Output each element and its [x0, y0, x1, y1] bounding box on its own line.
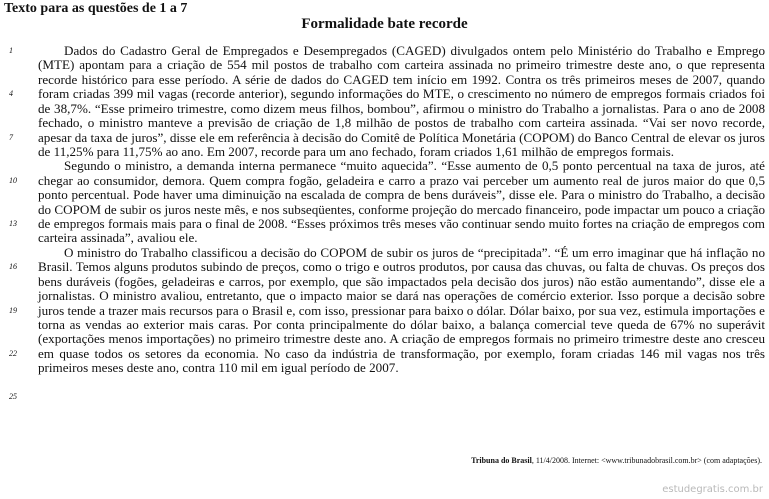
line-number: 19 — [9, 305, 17, 315]
line-number: 25 — [9, 392, 17, 402]
article-body — [38, 44, 765, 376]
line-number: 10 — [9, 175, 17, 185]
line-number: 1 — [9, 46, 13, 55]
paragraph: Segundo o ministro, a demanda interna permanece “muito aquecida”. “Esse aumento de 0,5 ponto percentual na taxa de juros, até chegar ao consumidor, demora. Quem compra fogão, geladeira e carro a prazo vai perceber um aumento real de juros maior do que 0,5 ponto percentual. Pode haver uma diminuição na escalada de compra de bens duráveis”, disse ele. Para o ministro do Trabalho, a decisão do COPOM de subir os juros neste mês, e nos subseqüentes, conforme projeção do mercado financeiro, pode impactar um pouco a criação de empregos formais mais para o final de 2008. “Esses próximos três meses vão continuar sendo muito fortes na criação de empregos com carteira assinada”, avaliou ele. — [38, 158, 765, 246]
watermark: estudegratis.com.br — [662, 484, 763, 495]
paragraph: O ministro do Trabalho classificou a decisão do COPOM de subir os juros de “precipitada”. “É um erro imaginar que há inflação no Brasil. Temos alguns produtos subindo de preços, como o trigo e outros produtos, por causa das chuvas, ou falta de chuvas. Os preços dos bens duráveis (fogões, geladeiras e carros, por exemplo, que são impactados pela decisão dos juros) não estão aumentando”, disse ele a jornalistas. O ministro avaliou, entretanto, que o impacto maior se dará nas operações de comércio exterior. Isso porque a decisão sobre juros tende a trazer mais recursos para o Brasil e, com isso, pressionar para baixo o dólar. Dólar baixo, por sua vez, estimula importações e torna as vendas ao exterior mais caras. Por conta principalmente do dólar baixo, a balança comercial teve queda de 67% no superávit (exportações menos importações) no primeiro trimestre deste ano. A criação de empregos formais no primeiro trimestre deste ano cresceu em quase todos os setores da economia. No caso da indústria de transformação, por exemplo, foram criadas 146 mil vagas nos três primeiros meses deste ano, contra 110 mil em igual período de 2007. — [38, 244, 765, 376]
line-number: 16 — [9, 262, 17, 272]
line-number: 4 — [9, 89, 13, 99]
line-number: 7 — [9, 132, 13, 142]
paragraph: Dados do Cadastro Geral de Empregados e Desempregados (CAGED) divulgados ontem pelo Ministério do Trabalho e Emprego (MTE) apontam para a criação de 554 mil postos de trabalho com carteira assinada no primeiro trimestre deste ano, o que representa recorde histórico para esse período. A série de dados do CAGED tem início em 1992. Contra os três primeiros meses de 2007, quando foram criadas 399 mil vagas (recorde anterior), segundo informações do MTE, o crescimento no número de empregos formais criados foi de 38,7%. “Esse primeiro trimestre, como dizem meus filhos, bombou”, afirmou o ministro do Trabalho a jornalistas. Para o ano de 2008 fechado, o ministro manteve a previsão de criação de 1,8 milhão de postos de trabalho com carteira assinada. “Vai ser novo recorde, apesar da taxa de juros”, disse ele em referência à decisão do Comitê de Política Monetária (COPOM) do Banco Central de elevar os juros de 11,25% para 11,75% ao ano. Em 2007, recorde para um ano fechado, foram criados 1,61 milhão de empregos formais. — [38, 43, 765, 159]
line-number: 13 — [9, 219, 17, 228]
source-citation — [471, 456, 762, 466]
source-details: , 11/4/2008. Internet: <www.tribunadobrasil.com.br> (com adaptações). — [531, 456, 762, 465]
line-number: 22 — [9, 348, 17, 358]
article-title: Formalidade bate recorde — [301, 16, 468, 32]
section-header: Texto para as questões de 1 a 7 — [4, 1, 188, 16]
source-publication: Tribuna do Brasil — [471, 456, 532, 465]
